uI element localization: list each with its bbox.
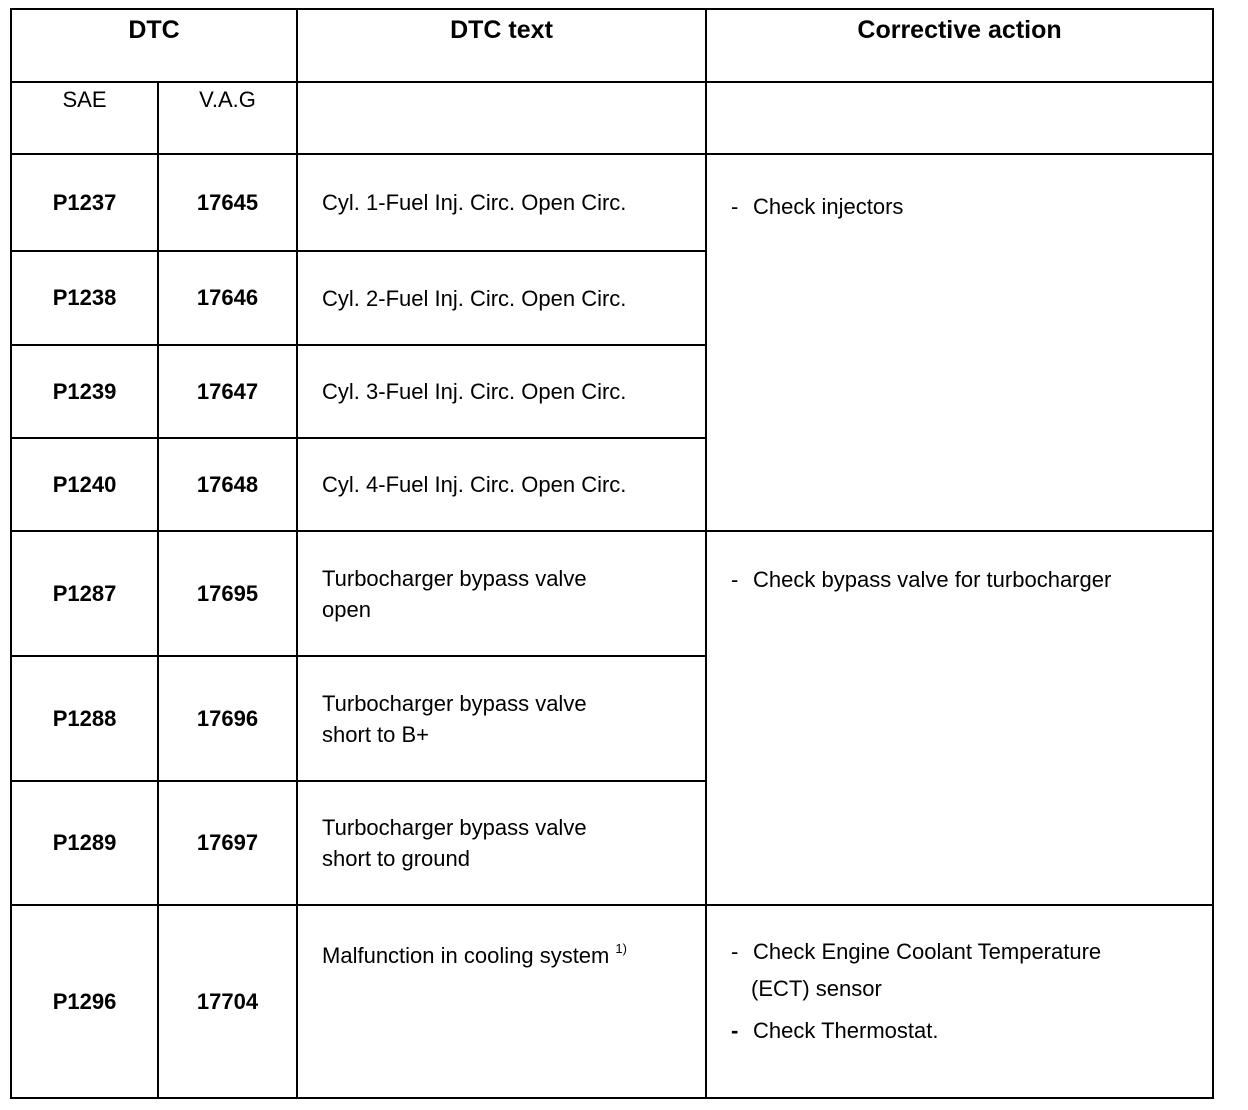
corrective-action-cooling <box>706 905 1213 1098</box>
sae-code: P1287 <box>11 531 158 656</box>
dtc-description: Cyl. 4-Fuel Inj. Circ. Open Circ. <box>297 438 706 531</box>
header-empty-text <box>297 82 706 154</box>
header-dtc-text: DTC text <box>297 9 706 82</box>
table-row <box>11 905 1213 1098</box>
header-dtc: DTC <box>11 9 297 82</box>
sae-code: P1237 <box>11 154 158 251</box>
action-text: Check injectors <box>753 194 904 219</box>
dtc-description <box>297 656 706 781</box>
sae-code: P1288 <box>11 656 158 781</box>
dtc-description-line: Turbocharger bypass valve <box>322 690 587 716</box>
sae-code: P1239 <box>11 345 158 438</box>
subheader-row <box>11 82 1213 154</box>
table-row <box>11 531 1213 656</box>
header-row <box>11 9 1213 82</box>
vag-code: 17695 <box>158 531 297 656</box>
corrective-action-bypass <box>706 531 1213 905</box>
action-text <box>753 936 1101 1011</box>
corrective-action-injectors <box>706 154 1213 531</box>
vag-code: 17646 <box>158 251 297 345</box>
vag-code: 17696 <box>158 656 297 781</box>
header-empty-action <box>706 82 1213 154</box>
action-text: Check bypass valve for turbocharger <box>753 567 1112 592</box>
dtc-description: Cyl. 2-Fuel Inj. Circ. Open Circ. <box>297 251 706 345</box>
action-item <box>731 1015 1212 1046</box>
vag-code: 17704 <box>158 905 297 1098</box>
vag-code: 17645 <box>158 154 297 251</box>
dtc-description <box>297 905 706 1098</box>
dtc-description <box>297 781 706 905</box>
action-item <box>731 191 1212 222</box>
dtc-description-line: Turbocharger bypass valve <box>322 815 587 840</box>
action-text-line: Check Engine Coolant Temperature <box>753 939 1102 964</box>
dtc-description-line: short to ground <box>322 846 470 871</box>
dtc-description: Cyl. 1-Fuel Inj. Circ. Open Circ. <box>297 154 706 251</box>
action-item <box>731 564 1212 595</box>
dtc-description-line: short to B+ <box>322 721 430 747</box>
dtc-table <box>10 8 1214 1099</box>
dtc-description-line: Turbocharger bypass valve <box>322 565 587 591</box>
footnote-marker: 1) <box>615 941 627 956</box>
dash-bullet: - <box>731 194 739 219</box>
header-corrective-action: Corrective action <box>706 9 1213 82</box>
dash-bullet: - <box>731 1018 739 1043</box>
dtc-description <box>297 531 706 656</box>
dtc-description: Cyl. 3-Fuel Inj. Circ. Open Circ. <box>297 345 706 438</box>
dash-bullet: - <box>731 567 739 592</box>
vag-code: 17648 <box>158 438 297 531</box>
dash-bullet: - <box>731 939 739 964</box>
vag-code: 17697 <box>158 781 297 905</box>
dtc-description-text: Malfunction in cooling system <box>322 943 610 968</box>
header-sae: SAE <box>11 82 158 154</box>
table-row <box>11 154 1213 251</box>
dtc-description-line: open <box>322 596 371 622</box>
sae-code: P1240 <box>11 438 158 531</box>
action-item <box>731 936 1212 1011</box>
sae-code: P1238 <box>11 251 158 345</box>
vag-code: 17647 <box>158 345 297 438</box>
sae-code: P1289 <box>11 781 158 905</box>
action-text-line: (ECT) sensor <box>751 976 882 1001</box>
header-vag: V.A.G <box>158 82 297 154</box>
sae-code: P1296 <box>11 905 158 1098</box>
action-text: Check Thermostat. <box>753 1018 939 1043</box>
